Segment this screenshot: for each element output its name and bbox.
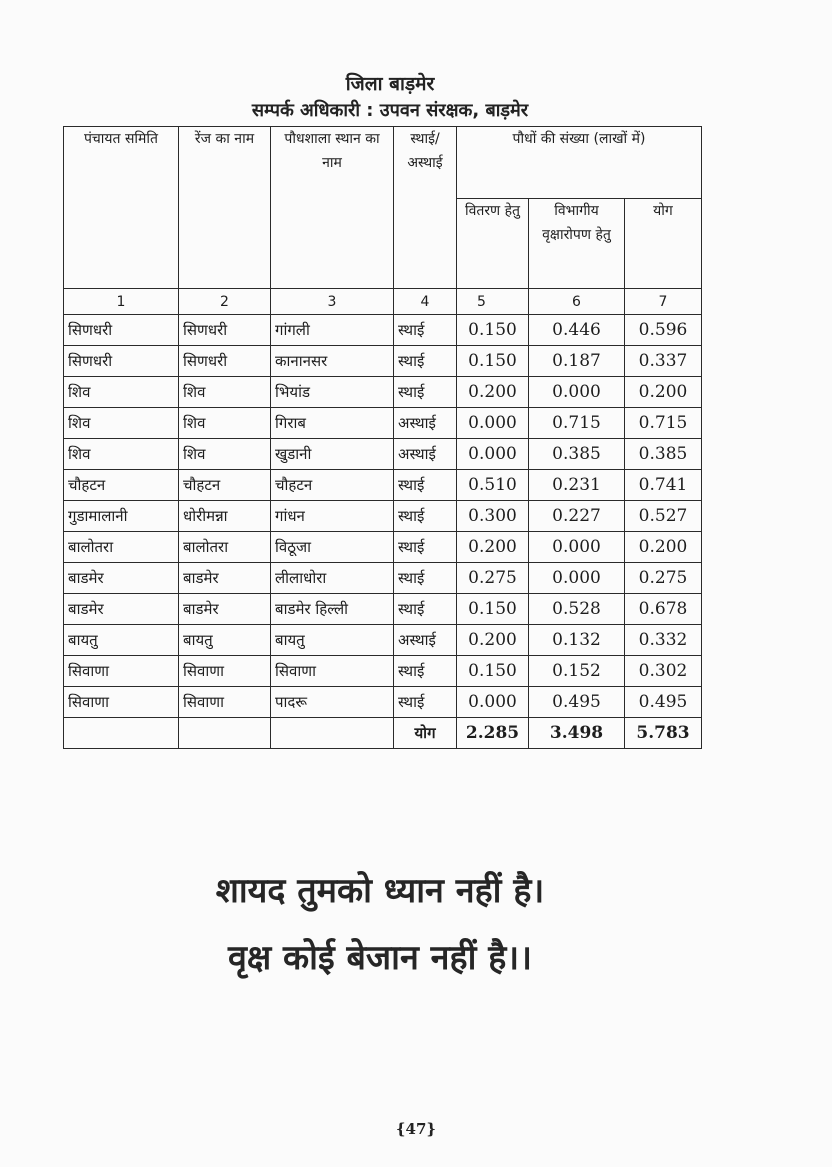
- type-cell: अस्थाई: [394, 408, 457, 439]
- distribution-cell: 0.000: [457, 687, 529, 718]
- range-cell: सिणधरी: [179, 315, 271, 346]
- departmental-cell: 0.446: [529, 315, 625, 346]
- table-row: [64, 656, 702, 687]
- header-plant-count: पौधों की संख्या (लाखों में): [457, 127, 702, 199]
- nursery-cell: गिराब: [271, 408, 394, 439]
- departmental-cell: 0.528: [529, 594, 625, 625]
- total-cell: 0.275: [625, 563, 702, 594]
- samiti-cell: शिव: [64, 408, 179, 439]
- slogan-line-2: वृक्ष कोई बेजान नहीं है।।: [227, 938, 533, 978]
- table-row: [64, 687, 702, 718]
- range-cell: शिव: [179, 377, 271, 408]
- distribution-cell: 0.510: [457, 470, 529, 501]
- total-cell: 0.337: [625, 346, 702, 377]
- total-cell: 0.385: [625, 439, 702, 470]
- column-number: 4: [394, 289, 457, 315]
- samiti-cell: गुडामालानी: [64, 501, 179, 532]
- total-cell: 0.495: [625, 687, 702, 718]
- range-cell: धोरीमन्ना: [179, 501, 271, 532]
- column-number: 1: [64, 289, 179, 315]
- departmental-cell: 0.132: [529, 625, 625, 656]
- distribution-cell: 0.200: [457, 625, 529, 656]
- nursery-cell: खुडानी: [271, 439, 394, 470]
- type-cell: अस्थाई: [394, 439, 457, 470]
- distribution-cell: 0.000: [457, 408, 529, 439]
- range-cell: शिव: [179, 439, 271, 470]
- empty-cell: [271, 718, 394, 749]
- table-row: [64, 346, 702, 377]
- nursery-cell: भियांड: [271, 377, 394, 408]
- samiti-cell: बाडमेर: [64, 563, 179, 594]
- total-distribution: 2.285: [457, 718, 529, 749]
- header-departmental-plantation: विभागीय वृक्षारोपण हेतु: [529, 199, 625, 289]
- column-number: 2: [179, 289, 271, 315]
- header-distribution: वितरण हेतु: [457, 199, 529, 289]
- range-cell: सिणधरी: [179, 346, 271, 377]
- departmental-cell: 0.385: [529, 439, 625, 470]
- samiti-cell: बालोतरा: [64, 532, 179, 563]
- type-cell: स्थाई: [394, 656, 457, 687]
- nursery-cell: बायतु: [271, 625, 394, 656]
- distribution-cell: 0.150: [457, 594, 529, 625]
- nursery-cell: गांगली: [271, 315, 394, 346]
- total-cell: 0.200: [625, 377, 702, 408]
- grand-total: 5.783: [625, 718, 702, 749]
- samiti-cell: बाडमेर: [64, 594, 179, 625]
- range-cell: बाडमेर: [179, 563, 271, 594]
- distribution-cell: 0.300: [457, 501, 529, 532]
- samiti-cell: चौहटन: [64, 470, 179, 501]
- nursery-cell: पादरू: [271, 687, 394, 718]
- nursery-cell: लीलाधोरा: [271, 563, 394, 594]
- samiti-cell: शिव: [64, 377, 179, 408]
- type-cell: स्थाई: [394, 315, 457, 346]
- departmental-cell: 0.000: [529, 377, 625, 408]
- type-cell: स्थाई: [394, 346, 457, 377]
- column-number: 7: [625, 289, 702, 315]
- slogan-line-1: शायद तुमको ध्यान नहीं है।: [215, 871, 545, 911]
- range-cell: शिव: [179, 408, 271, 439]
- table-row: [64, 625, 702, 656]
- nursery-cell: चौहटन: [271, 470, 394, 501]
- samiti-cell: सिवाणा: [64, 656, 179, 687]
- column-number-row: [64, 289, 702, 315]
- total-cell: 0.332: [625, 625, 702, 656]
- header-panchayat-samiti: पंचायत समिति: [64, 127, 179, 289]
- samiti-cell: शिव: [64, 439, 179, 470]
- departmental-cell: 0.231: [529, 470, 625, 501]
- samiti-cell: बायतु: [64, 625, 179, 656]
- total-departmental: 3.498: [529, 718, 625, 749]
- departmental-cell: 0.495: [529, 687, 625, 718]
- total-label: योग: [394, 718, 457, 749]
- empty-cell: [64, 718, 179, 749]
- type-cell: स्थाई: [394, 687, 457, 718]
- range-cell: बाडमेर: [179, 594, 271, 625]
- table-row: [64, 563, 702, 594]
- column-number: 3: [271, 289, 394, 315]
- nursery-cell: सिवाणा: [271, 656, 394, 687]
- type-cell: स्थाई: [394, 563, 457, 594]
- nursery-table: [63, 126, 702, 749]
- distribution-cell: 0.200: [457, 377, 529, 408]
- table-row: [64, 532, 702, 563]
- type-cell: स्थाई: [394, 594, 457, 625]
- type-cell: स्थाई: [394, 501, 457, 532]
- range-cell: चौहटन: [179, 470, 271, 501]
- total-cell: 0.715: [625, 408, 702, 439]
- departmental-cell: 0.000: [529, 563, 625, 594]
- type-cell: अस्थाई: [394, 625, 457, 656]
- total-cell: 0.200: [625, 532, 702, 563]
- contact-officer-line: सम्पर्क अधिकारी : उपवन संरक्षक, बाड़मेर: [251, 100, 529, 121]
- total-cell: 0.596: [625, 315, 702, 346]
- distribution-cell: 0.000: [457, 439, 529, 470]
- distribution-cell: 0.275: [457, 563, 529, 594]
- page-number: {47}: [395, 1120, 437, 1138]
- total-row: [64, 718, 702, 749]
- nursery-cell: गांधन: [271, 501, 394, 532]
- header-range-name: रेंज का नाम: [179, 127, 271, 289]
- nursery-cell: कानानसर: [271, 346, 394, 377]
- nursery-cell: बाडमेर हिल्ली: [271, 594, 394, 625]
- range-cell: सिवाणा: [179, 656, 271, 687]
- total-cell: 0.678: [625, 594, 702, 625]
- column-number: 5: [457, 289, 529, 315]
- range-cell: बालोतरा: [179, 532, 271, 563]
- samiti-cell: सिणधरी: [64, 315, 179, 346]
- departmental-cell: 0.187: [529, 346, 625, 377]
- header-total: योग: [625, 199, 702, 289]
- total-cell: 0.527: [625, 501, 702, 532]
- empty-cell: [179, 718, 271, 749]
- district-title: जिला बाड़मेर: [345, 73, 435, 95]
- table-row: [64, 439, 702, 470]
- distribution-cell: 0.150: [457, 656, 529, 687]
- range-cell: सिवाणा: [179, 687, 271, 718]
- total-cell: 0.302: [625, 656, 702, 687]
- departmental-cell: 0.715: [529, 408, 625, 439]
- departmental-cell: 0.000: [529, 532, 625, 563]
- column-number: 6: [529, 289, 625, 315]
- distribution-cell: 0.150: [457, 346, 529, 377]
- table-row: [64, 501, 702, 532]
- table-row: [64, 377, 702, 408]
- departmental-cell: 0.152: [529, 656, 625, 687]
- type-cell: स्थाई: [394, 532, 457, 563]
- header-nursery-location: पौधशाला स्थान का नाम: [271, 127, 394, 289]
- header-permanent-temporary: स्थाई/ अस्थाई: [394, 127, 457, 289]
- samiti-cell: सिणधरी: [64, 346, 179, 377]
- table-row: [64, 315, 702, 346]
- type-cell: स्थाई: [394, 377, 457, 408]
- departmental-cell: 0.227: [529, 501, 625, 532]
- table-row: [64, 594, 702, 625]
- distribution-cell: 0.200: [457, 532, 529, 563]
- table-row: [64, 408, 702, 439]
- total-cell: 0.741: [625, 470, 702, 501]
- type-cell: स्थाई: [394, 470, 457, 501]
- samiti-cell: सिवाणा: [64, 687, 179, 718]
- distribution-cell: 0.150: [457, 315, 529, 346]
- nursery-cell: विठूजा: [271, 532, 394, 563]
- table-row: [64, 470, 702, 501]
- range-cell: बायतु: [179, 625, 271, 656]
